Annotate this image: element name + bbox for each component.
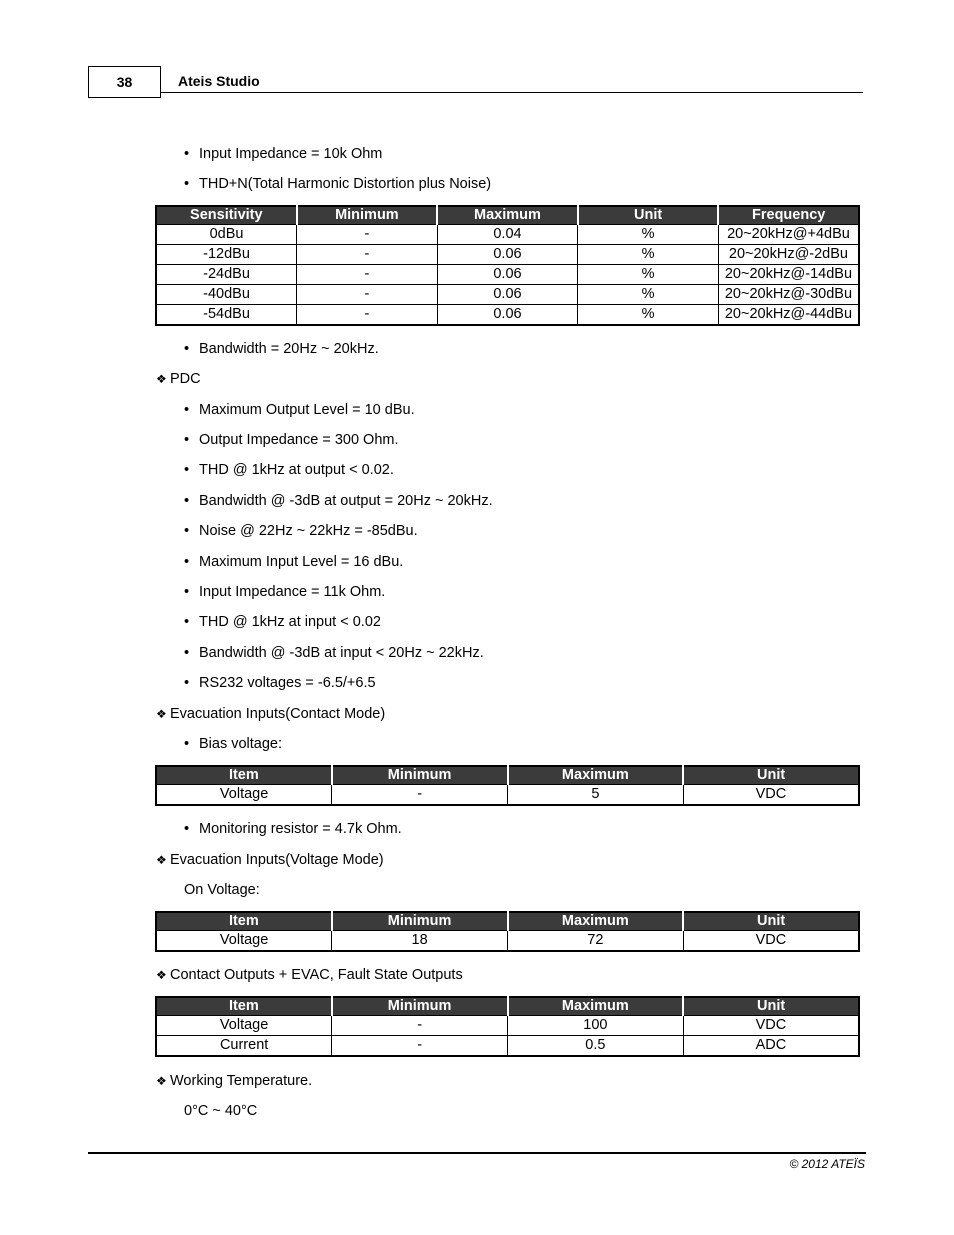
table-cell: -12dBu bbox=[156, 245, 297, 265]
table-cell: % bbox=[578, 245, 719, 265]
bias-voltage-table bbox=[155, 765, 860, 806]
diamond-bullet-icon: ❖ bbox=[156, 372, 167, 386]
list-item: • Output Impedance = 300 Ohm. bbox=[199, 432, 399, 448]
section-heading-evac-voltage bbox=[156, 852, 384, 868]
table-cell: 0dBu bbox=[156, 225, 297, 245]
table-cell: % bbox=[578, 285, 719, 305]
table-cell: 18 bbox=[332, 931, 508, 952]
column-header: Unit bbox=[578, 206, 719, 225]
list-item: • THD @ 1kHz at input < 0.02 bbox=[199, 614, 381, 630]
diamond-bullet-icon: ❖ bbox=[156, 853, 167, 867]
diamond-bullet-icon: ❖ bbox=[156, 707, 167, 721]
table-header-row bbox=[156, 206, 859, 225]
table-row bbox=[156, 245, 859, 265]
table-cell: 0.5 bbox=[508, 1036, 684, 1057]
table-cell: Voltage bbox=[156, 785, 332, 806]
column-header: Minimum bbox=[332, 997, 508, 1016]
thd-table bbox=[155, 205, 860, 326]
table-row bbox=[156, 265, 859, 285]
diamond-bullet-icon: ❖ bbox=[156, 968, 167, 982]
header-divider bbox=[161, 92, 863, 93]
heading-text: PDC bbox=[170, 371, 201, 387]
table-cell: Current bbox=[156, 1036, 332, 1057]
bullet-thdn: • THD+N(Total Harmonic Distortion plus Noise) bbox=[199, 176, 491, 192]
table-cell: 0.06 bbox=[437, 245, 578, 265]
list-item: • Bandwidth @ -3dB at output = 20Hz ~ 20kHz. bbox=[199, 493, 493, 509]
table-cell: 20~20kHz@-44dBu bbox=[718, 305, 859, 326]
heading-text: Contact Outputs + EVAC, Fault State Outputs bbox=[170, 967, 463, 983]
table-cell: Voltage bbox=[156, 931, 332, 952]
column-header: Minimum bbox=[332, 912, 508, 931]
footer-divider bbox=[88, 1152, 866, 1154]
column-header: Maximum bbox=[508, 997, 684, 1016]
table-cell: % bbox=[578, 265, 719, 285]
heading-text: Evacuation Inputs(Voltage Mode) bbox=[170, 852, 384, 868]
list-item: • Input Impedance = 11k Ohm. bbox=[199, 584, 385, 600]
table-cell: 20~20kHz@-30dBu bbox=[718, 285, 859, 305]
table-cell: - bbox=[297, 265, 438, 285]
heading-text: Working Temperature. bbox=[170, 1073, 313, 1089]
bullet-bandwidth: • Bandwidth = 20Hz ~ 20kHz. bbox=[199, 341, 379, 357]
table-row bbox=[156, 285, 859, 305]
column-header: Minimum bbox=[297, 206, 438, 225]
table-cell: -40dBu bbox=[156, 285, 297, 305]
table-cell: Voltage bbox=[156, 1016, 332, 1036]
document-title: Ateis Studio bbox=[178, 73, 260, 89]
bullet-input-impedance: • Input Impedance = 10k Ohm bbox=[199, 146, 382, 162]
table-cell: - bbox=[297, 245, 438, 265]
table-cell: - bbox=[332, 785, 508, 806]
column-header: Frequency bbox=[718, 206, 859, 225]
table-cell: ADC bbox=[683, 1036, 859, 1057]
column-header: Unit bbox=[683, 912, 859, 931]
list-item: • Noise @ 22Hz ~ 22kHz = -85dBu. bbox=[199, 523, 418, 539]
column-header: Sensitivity bbox=[156, 206, 297, 225]
table-row bbox=[156, 225, 859, 245]
column-header: Maximum bbox=[508, 912, 684, 931]
table-cell: % bbox=[578, 305, 719, 326]
table-cell: 20~20kHz@-14dBu bbox=[718, 265, 859, 285]
column-header: Item bbox=[156, 766, 332, 785]
bullet-bias-voltage: • Bias voltage: bbox=[199, 736, 282, 752]
diamond-bullet-icon: ❖ bbox=[156, 1074, 167, 1088]
column-header: Unit bbox=[683, 766, 859, 785]
table-cell: VDC bbox=[683, 931, 859, 952]
table-cell: 0.06 bbox=[437, 285, 578, 305]
section-heading-temperature bbox=[156, 1073, 312, 1089]
bullet-monitoring-resistor: • Monitoring resistor = 4.7k Ohm. bbox=[199, 821, 402, 837]
table-cell: VDC bbox=[683, 1016, 859, 1036]
temperature-range: 0°C ~ 40°C bbox=[184, 1103, 258, 1119]
table-row bbox=[156, 1036, 859, 1057]
table-cell: -54dBu bbox=[156, 305, 297, 326]
list-item: • Maximum Output Level = 10 dBu. bbox=[199, 402, 415, 418]
table-cell: 72 bbox=[508, 931, 684, 952]
table-row bbox=[156, 785, 859, 806]
footer-copyright: © 2012 ATEÏS bbox=[789, 1157, 865, 1171]
table-cell: 0.06 bbox=[437, 305, 578, 326]
table-cell: VDC bbox=[683, 785, 859, 806]
table-cell: 5 bbox=[508, 785, 684, 806]
on-voltage-label: On Voltage: bbox=[184, 882, 260, 898]
section-heading-contact-outputs bbox=[156, 967, 463, 983]
table-cell: % bbox=[578, 225, 719, 245]
table-row bbox=[156, 305, 859, 326]
table-cell: 20~20kHz@+4dBu bbox=[718, 225, 859, 245]
column-header: Item bbox=[156, 997, 332, 1016]
page-number: 38 bbox=[88, 66, 161, 98]
list-item: • Maximum Input Level = 16 dBu. bbox=[199, 554, 403, 570]
table-cell: 20~20kHz@-2dBu bbox=[718, 245, 859, 265]
list-item: • Bandwidth @ -3dB at input < 20Hz ~ 22kHz. bbox=[199, 645, 484, 661]
table-row bbox=[156, 931, 859, 952]
column-header: Maximum bbox=[437, 206, 578, 225]
table-header-row bbox=[156, 912, 859, 931]
table-cell: -24dBu bbox=[156, 265, 297, 285]
table-cell: 100 bbox=[508, 1016, 684, 1036]
column-header: Maximum bbox=[508, 766, 684, 785]
table-cell: - bbox=[332, 1036, 508, 1057]
section-heading-pdc bbox=[156, 371, 201, 387]
heading-text: Evacuation Inputs(Contact Mode) bbox=[170, 706, 386, 722]
table-cell: - bbox=[297, 225, 438, 245]
column-header: Item bbox=[156, 912, 332, 931]
column-header: Minimum bbox=[332, 766, 508, 785]
section-heading-evac-contact bbox=[156, 706, 385, 722]
column-header: Unit bbox=[683, 997, 859, 1016]
table-row bbox=[156, 1016, 859, 1036]
table-cell: - bbox=[297, 285, 438, 305]
table-cell: - bbox=[332, 1016, 508, 1036]
list-item: • THD @ 1kHz at output < 0.02. bbox=[199, 462, 394, 478]
contact-outputs-table bbox=[155, 996, 860, 1057]
table-cell: 0.06 bbox=[437, 265, 578, 285]
list-item: • RS232 voltages = -6.5/+6.5 bbox=[199, 675, 376, 691]
on-voltage-table bbox=[155, 911, 860, 952]
table-cell: 0.04 bbox=[437, 225, 578, 245]
table-header-row bbox=[156, 997, 859, 1016]
table-cell: - bbox=[297, 305, 438, 326]
table-header-row bbox=[156, 766, 859, 785]
